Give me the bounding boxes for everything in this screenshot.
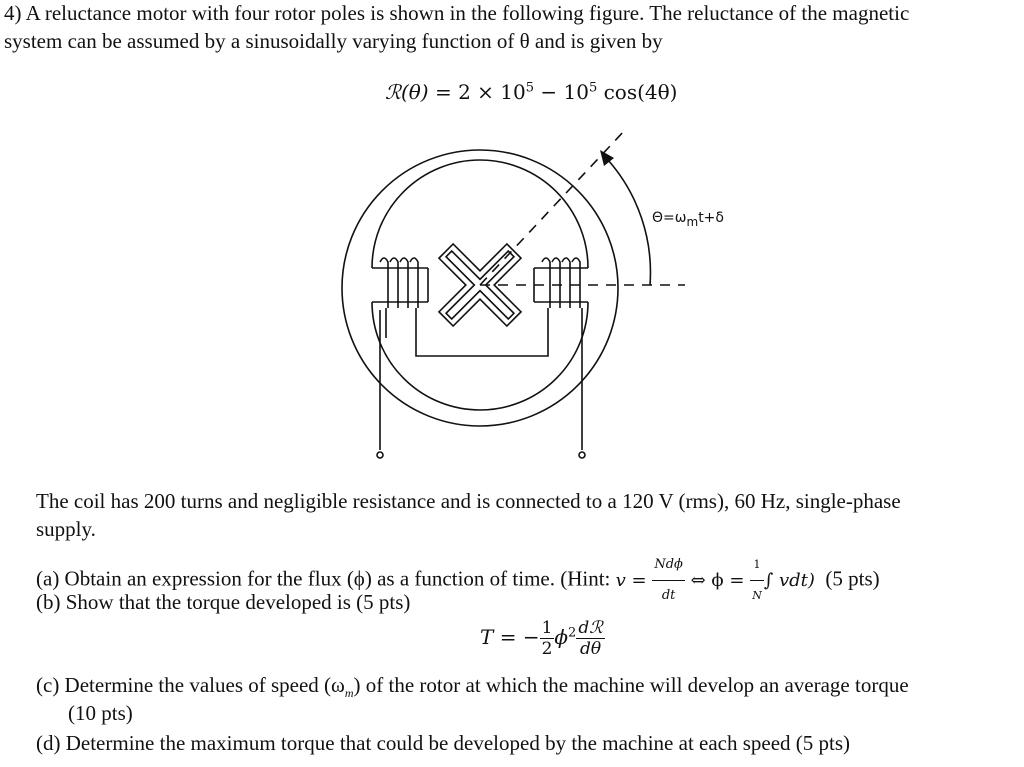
torque-lhs: T = − [480,625,540,649]
torque-half-den: 2 [541,639,553,659]
reluctance-rhs: = 2 × 10 [434,80,526,104]
part-c-tail: ) of the rotor at which the machine will develop an average torque [353,673,909,697]
part-c-sub: m [344,686,354,701]
angle-label [652,210,724,229]
part-c-text: (c) Determine the values of speed (ω [36,673,345,697]
part-a-frac2-num: 1 [750,550,764,581]
terminal-left [377,452,383,458]
coil-description-line-1: The coil has 200 turns and negligible resistance and is connected to a 120 V (rms), 60 Hz, single-phase [36,489,901,513]
angle-label-sub: m [686,214,699,229]
part-d: (d) Determine the maximum torque that could be developed by the machine at each speed (5 pts) [36,731,851,755]
right-coil [542,258,580,308]
problem-intro-line-2: system can be assumed by a sinusoidally varying function of θ and is given by [4,29,663,53]
torque-equation [480,618,605,659]
torque-half-num: 1 [541,618,553,638]
angle-arc [608,160,650,285]
torque-dr-den: dθ [579,639,602,659]
lead-wire-left [380,308,386,450]
angle-label-post: t+δ [698,210,724,226]
problem-intro-line-1: 4) A reluctance motor with four rotor poles is shown in the following figure. The reluctance of the magnetic [4,1,910,25]
reluctance-cos-term: cos(4θ) [597,80,678,104]
torque-phi: ϕ [554,625,569,649]
part-a-frac-den: dt [661,588,676,603]
part-a-points: (5 pts) [825,566,880,591]
reluctance-equation [385,80,677,104]
angle-label-pre: Θ=ω [652,210,687,226]
reluctance-motor-figure [330,120,700,470]
torque-dr-num: dℛ [578,618,603,638]
part-a-frac2-den: N [752,589,762,602]
left-coil [380,258,418,308]
part-c-line-1 [36,672,909,701]
coil-connection-wire [416,308,548,356]
part-a-v-eq: v = [615,569,653,591]
part-a-text: (a) Obtain an expression for the flux (ϕ) as a function of time. (Hint: [36,566,616,591]
part-a-frac-num: Ndϕ [652,550,685,581]
part-b: (b) Show that the torque developed is (5 pts) [36,590,411,614]
stator-upper-pole-arc [372,160,588,268]
reluctance-minus: − 10 [534,80,589,104]
part-a-iff: ⇔ ϕ = [684,569,751,591]
terminal-right [579,452,585,458]
coil-description-line-2: supply. [36,517,96,541]
reluctance-lhs: ℛ(θ) [385,80,429,104]
torque-phi-exp: 2 [568,625,577,641]
part-a-integral: ∫ vdt) [763,569,815,591]
reluctance-exp-2: 5 [588,80,598,96]
part-c-line-2: (10 pts) [68,701,133,725]
reluctance-exp-1: 5 [525,80,535,96]
